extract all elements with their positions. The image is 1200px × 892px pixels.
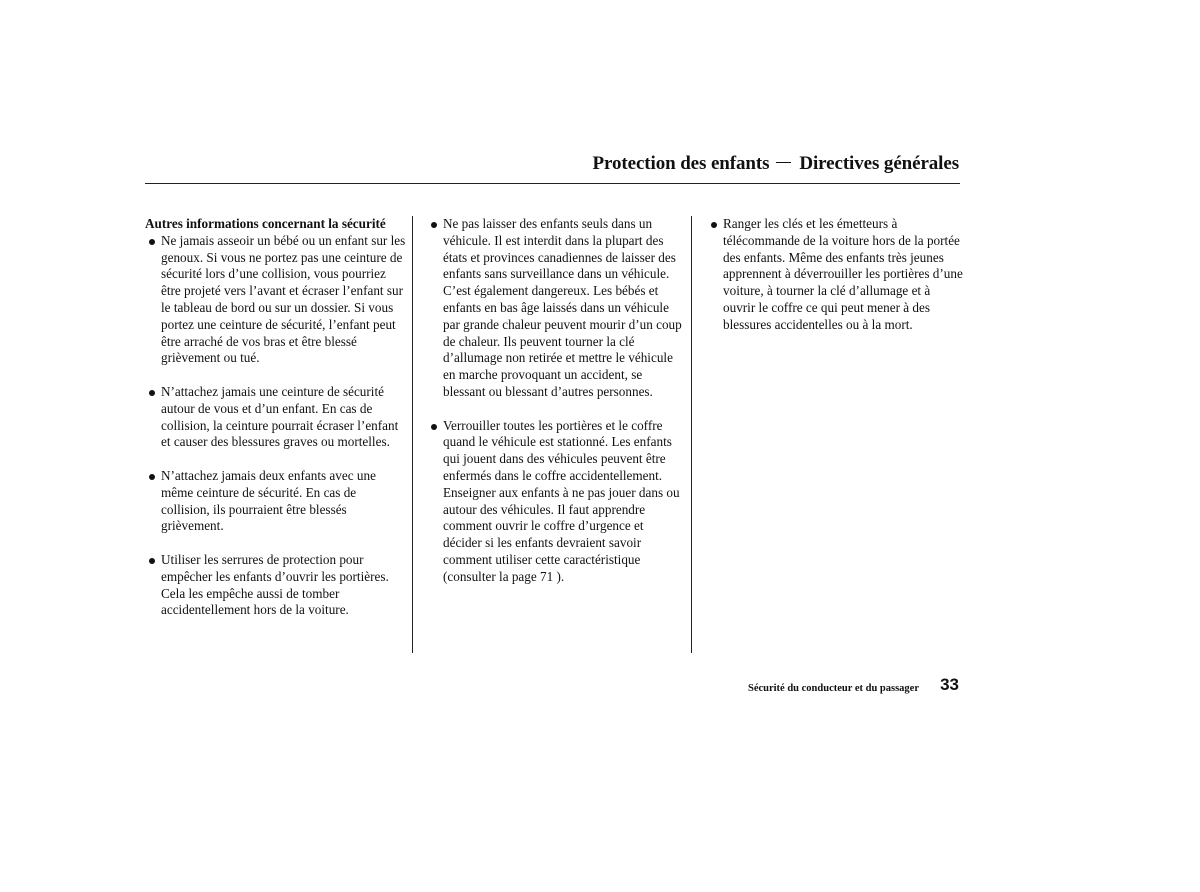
column-divider	[691, 216, 692, 653]
footer-section-label: Sécurité du conducteur et du passager	[747, 683, 919, 694]
bullet-text: N’attachez jamais une ceinture de sécurité autour de vous et d’un enfant. En cas de collision, la ceinture pourrait écraser l’enfant et causer des blessures graves ou mortelles.	[161, 383, 399, 450]
section-heading: Autres informations concernant la sécurité	[145, 216, 386, 231]
bullet-icon	[711, 222, 717, 228]
bullet-item	[427, 216, 685, 401]
column-divider	[412, 216, 413, 653]
bullet-icon	[149, 474, 155, 480]
column-3	[707, 216, 965, 350]
bullet-item	[427, 418, 685, 586]
bullet-text: N’attachez jamais deux enfants avec une même ceinture de sécurité. En cas de collision, ils pourraient être blessés grièvement.	[161, 467, 376, 534]
page-number: 33	[940, 675, 959, 694]
bullet-text: Ne pas laisser des enfants seuls dans un véhicule. Il est interdit dans la plupart des états et provinces canadiennes de laisser des enfants sans surveillance dans un véhicule. C’est également dangereux. Les bébés et enfants en bas âge laissés dans un véhicule par grande chaleur peuvent mourir d’un coup de chaleur. Ils peuvent tourner la clé d’allumage non retirée et mettre le véhicule en marche provoquant un accident, se blessant ou blessant d’autres personnes.	[443, 216, 682, 399]
column-1	[145, 216, 407, 636]
bullet-text: Verrouiller toutes les portières et le coffre quand le véhicule est stationné. Les enfants qui jouent dans des véhicules peuvent être enfermés dans le coffre accidentellement. Enseigner aux enfants à ne pas jouer dans ou autour des véhicules. Il faut apprendre comment ouvrir le coffre d’urgence et décider si les enfants devraient savoir comment utiliser cette caractéristique (consulter la page 71 ).	[443, 417, 680, 584]
bullet-text: Utiliser les serrures de protection pour empêcher les enfants d’ouvrir les portières. Cela les empêche aussi de tomber accidentellement hors de la voiture.	[161, 551, 389, 618]
page-header-title	[593, 153, 960, 175]
bullet-icon	[149, 239, 155, 245]
header-title-left: Protection des enfants	[592, 153, 770, 174]
bullet-text: Ne jamais asseoir un bébé ou un enfant sur les genoux. Si vous ne portez pas une ceinture de sécurité lors d’une collision, vous pourriez être projeté vers l’avant et écraser l’enfant sur le tableau de bord ou sur un dossier. Si vous portez une ceinture de sécurité, l’enfant peut être arraché de vos bras et être blessé grièvement ou tué.	[161, 232, 406, 366]
bullet-item	[145, 233, 407, 367]
bullet-item	[707, 216, 965, 334]
bullet-item	[145, 468, 407, 535]
bullet-icon	[149, 390, 155, 396]
bullet-icon	[431, 222, 437, 228]
bullet-item	[145, 552, 407, 619]
bullet-item	[145, 384, 407, 451]
bullet-icon	[149, 558, 155, 564]
bullet-text: Ranger les clés et les émetteurs à télécommande de la voiture hors de la portée des enfants. Même des enfants très jeunes apprennent à déverrouiller les portières d’une voiture, à tourner la clé d’allumage et à ouvrir le coffre ce qui peut mener à des blessures accidentelles ou à la mort.	[723, 216, 963, 332]
column-2	[427, 216, 685, 602]
bullet-icon	[431, 424, 437, 430]
header-rule	[145, 183, 960, 184]
header-title-right: Directives générales	[799, 153, 959, 174]
header-dash	[776, 162, 791, 164]
